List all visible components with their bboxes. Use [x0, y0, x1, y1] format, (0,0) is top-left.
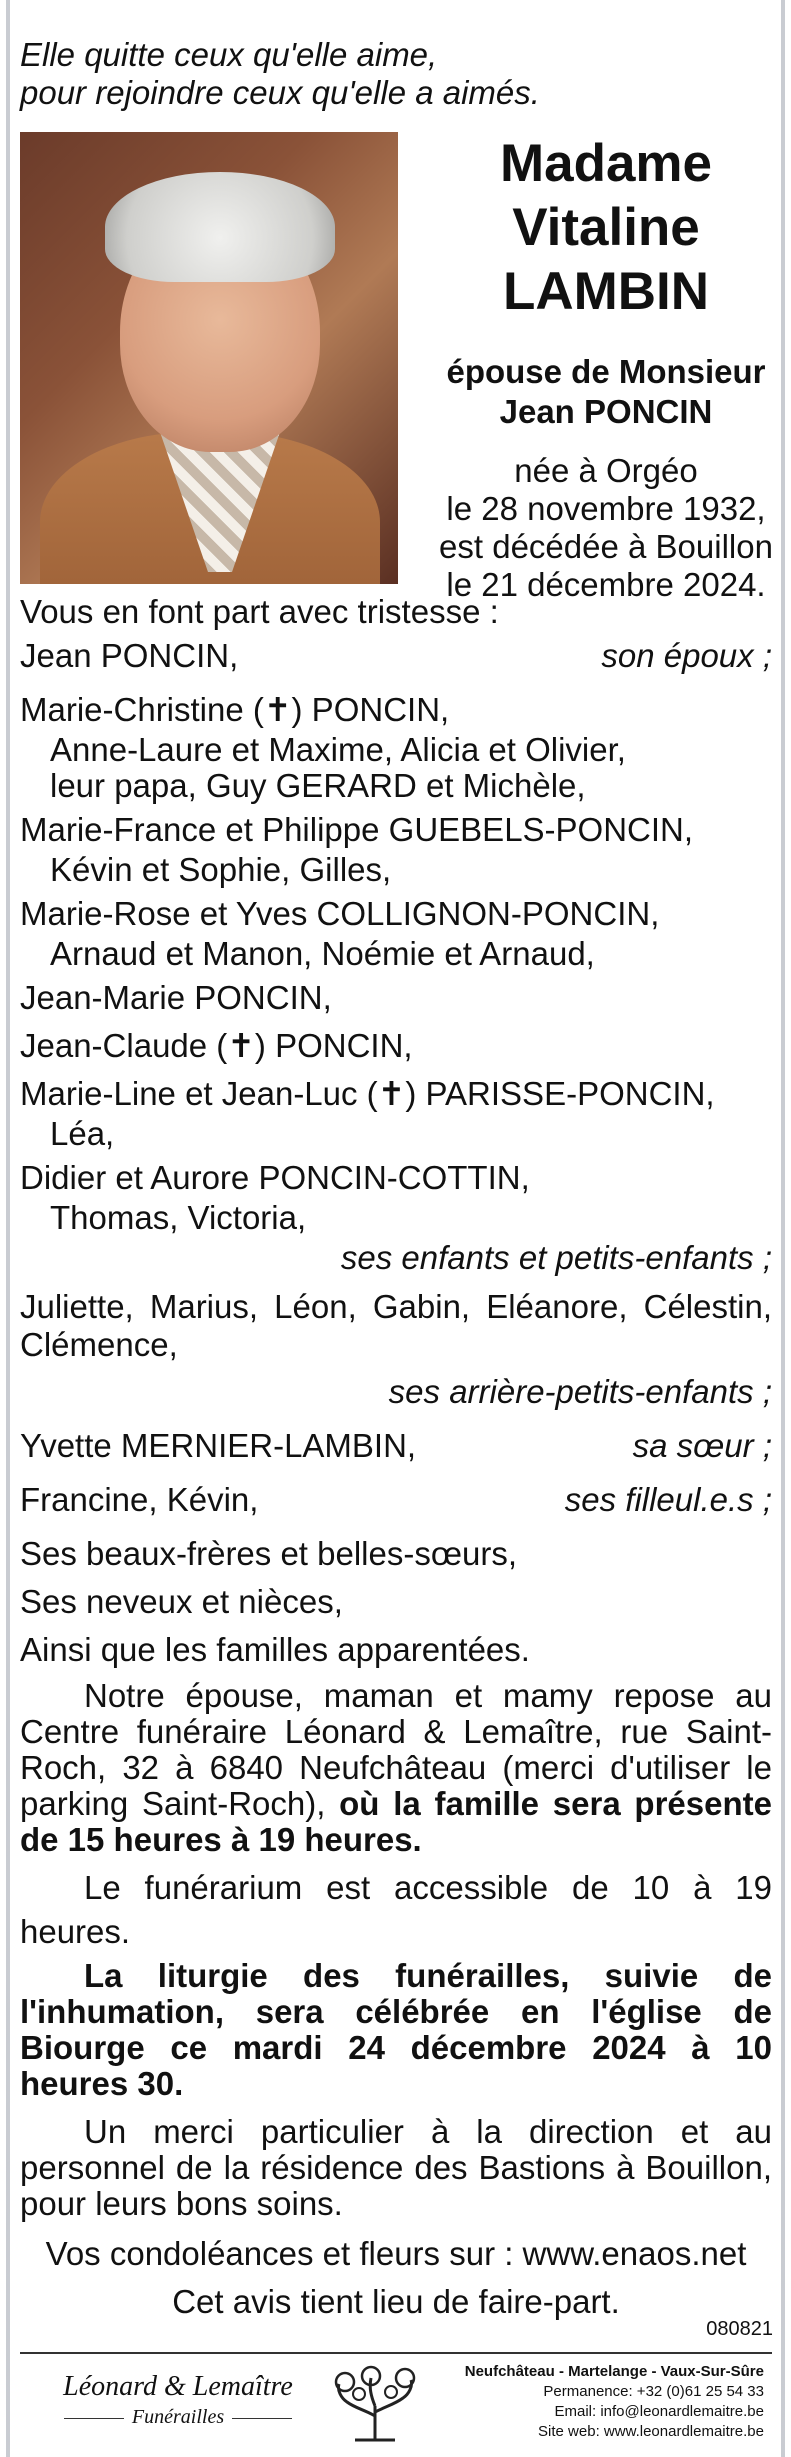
birth-line-3: est décédée à Bouillon	[439, 528, 773, 565]
reference-number: 080821	[706, 2318, 773, 2340]
child-entry	[20, 1072, 772, 1152]
child-name: Marie-France et Philippe GUEBELS-PONCIN,	[20, 811, 694, 848]
others	[20, 1532, 772, 1672]
child-entry	[20, 1024, 772, 1068]
child-name: Jean-Claude (✝) PONCIN,	[20, 1027, 413, 1064]
portrait-photo	[20, 132, 398, 584]
paragraph-resting-bold: où la famille sera présente de 15 heures à 19 heures.	[20, 1785, 772, 1858]
birth-death	[418, 452, 791, 604]
birth-line-2: le 28 novembre 1932,	[446, 490, 766, 527]
godchildren-role: ses filleul.e.s ;	[564, 1481, 772, 1518]
husband-role: son époux ;	[601, 637, 772, 674]
contact-info	[465, 2362, 764, 2442]
brand-name: Léonard & Lemaître	[63, 2371, 293, 2402]
child-entry	[20, 892, 772, 972]
children-list	[20, 688, 772, 1236]
others-line-1: Ses beaux-frères et belles-sœurs,	[20, 1535, 518, 1572]
epigraph-line-2: pour rejoindre ceux qu'elle a aimés.	[20, 74, 540, 111]
child-name: Marie-Line et Jean-Luc (✝) PARISSE-PONCIN,	[20, 1075, 715, 1112]
website: Site web: www.leonardlemaitre.be	[538, 2423, 764, 2440]
phone: Permanence: +32 (0)61 25 54 33	[543, 2383, 764, 2400]
paragraph-liturgy: La liturgie des funérailles, suivie de l'inhumation, sera célébrée en l'église de Biourge ce mardi 24 décembre 2024 à 10 heures 30.	[20, 1957, 772, 2102]
grandchildren-line: Léa,	[50, 1115, 115, 1152]
name-column	[418, 132, 791, 604]
epigraph-line-1: Elle quitte ceux qu'elle aime,	[20, 36, 438, 73]
first-name: Vitaline	[512, 198, 700, 257]
others-line-2: Ses neveux et nièces,	[20, 1583, 343, 1620]
sister-line	[20, 1424, 772, 1468]
child-name: Marie-Christine (✝) PONCIN,	[20, 691, 450, 728]
sister-role: sa sœur ;	[632, 1427, 772, 1464]
grandchildren-line: Kévin et Sophie, Gilles,	[50, 851, 392, 888]
last-name: LAMBIN	[502, 262, 710, 321]
husband-name: Jean PONCIN,	[20, 637, 239, 674]
grandchildren-line: Thomas, Victoria,	[50, 1199, 307, 1236]
child-entry	[20, 976, 772, 1020]
child-name: Marie-Rose et Yves COLLIGNON-PONCIN,	[20, 895, 660, 932]
condolences: Vos condoléances et fleurs sur : www.enaos.net	[45, 2235, 747, 2272]
funeral-home-logo	[38, 2370, 318, 2430]
paragraph-hours: Le funérarium est accessible de 10 à 19 heures.	[20, 1869, 772, 1950]
footer	[20, 2352, 772, 2450]
godchildren-name: Francine, Kévin,	[20, 1481, 259, 1518]
spouse-line-1: épouse de Monsieur	[446, 353, 766, 390]
obituary	[20, 36, 772, 2324]
sister-name: Yvette MERNIER-LAMBIN,	[20, 1427, 417, 1464]
title: Madame	[499, 134, 713, 193]
towns: Neufchâteau - Martelange - Vaux-Sur-Sûre	[464, 2363, 764, 2380]
great-grandchildren-role: ses arrière-petits-enfants ;	[388, 1373, 772, 1410]
brand-sub: Funérailles	[38, 2404, 318, 2430]
child-name: Jean-Marie PONCIN,	[20, 979, 332, 1016]
spouse	[418, 352, 791, 432]
child-entry	[20, 808, 772, 888]
notice: Cet avis tient lieu de faire-part.	[172, 2283, 620, 2320]
great-grandchildren: Juliette, Marius, Léon, Gabin, Eléanore, Célestin, Clémence,	[20, 1288, 772, 1363]
birth-line-1: née à Orgéo	[514, 452, 698, 489]
header-block	[20, 132, 772, 632]
epigraph	[20, 36, 772, 112]
child-entry	[20, 688, 772, 804]
spouse-line-2: Jean PONCIN	[499, 393, 713, 430]
paragraph-thanks: Un merci particulier à la direction et au personnel de la résidence des Bastions à Bouillon, pour leurs bons soins.	[20, 2113, 772, 2222]
godchildren-line	[20, 1478, 772, 1522]
grandchildren-line: Arnaud et Manon, Noémie et Arnaud,	[50, 935, 595, 972]
paragraph-resting	[20, 1678, 772, 1858]
birth-line-4: le 21 décembre 2024.	[446, 566, 766, 603]
husband-line	[20, 634, 772, 678]
grandchildren-line: Anne-Laure et Maxime, Alicia et Olivier,	[50, 731, 626, 768]
child-name: Didier et Aurore PONCIN-COTTIN,	[20, 1159, 530, 1196]
grandchildren-line: leur papa, Guy GERARD et Michèle,	[50, 767, 586, 804]
children-role: ses enfants et petits-enfants ;	[340, 1239, 772, 1276]
email: Email: info@leonardlemaitre.be	[554, 2403, 764, 2420]
others-line-3: Ainsi que les familles apparentées.	[20, 1631, 530, 1668]
paragraph-resting-text: Notre épouse, maman et mamy repose au Centre funéraire Léonard & Lemaître, rue Saint-Roch, 32 à 6840 Neufchâteau (merci d'utiliser le parking Saint-Roch),	[20, 1677, 772, 1822]
intro: Vous en font part avec tristesse :	[20, 593, 499, 630]
child-entry	[20, 1156, 772, 1236]
tree-icon	[325, 2364, 425, 2442]
